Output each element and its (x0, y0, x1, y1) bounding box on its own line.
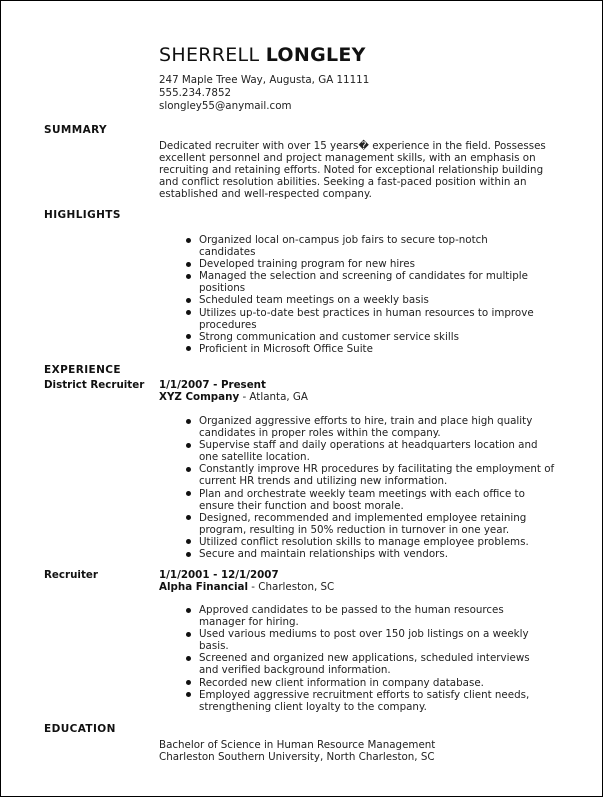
list-item: Constantly improve HR procedures by facilitating the employment of current HR trends and utilizing new information. (186, 463, 556, 487)
job-bullets (186, 604, 551, 713)
list-item: Scheduled team meetings on a weekly basis (186, 294, 536, 306)
highlights-heading: HIGHLIGHTS (44, 209, 121, 221)
experience-heading: EXPERIENCE (44, 364, 121, 376)
education-heading: EDUCATION (44, 723, 116, 735)
summary-line: excellent personnel and project management skills, with an emphasis on (159, 152, 536, 165)
list-item: Strong communication and customer service skills (186, 331, 536, 343)
list-item: Utilizes up-to-date best practices in human resources to improve procedures (186, 307, 536, 331)
list-item: Supervise staff and daily operations at headquarters location and one satellite location. (186, 439, 556, 463)
list-item: Secure and maintain relationships with vendors. (186, 548, 556, 560)
job-company: Alpha Financial - Charleston, SC (159, 581, 335, 593)
summary-line: and conflict resolution abilities. Seeking a fast-paced position within an (159, 176, 527, 189)
address: 247 Maple Tree Way, Augusta, GA 11111 (159, 74, 370, 86)
list-item: Employed aggressive recruitment efforts to satisfy client needs, strengthening client loyalty to the company. (186, 689, 551, 713)
list-item: Designed, recommended and implemented employee retaining program, resulting in 50% reduction in turnover in one year. (186, 512, 556, 536)
list-item: Organized aggressive efforts to hire, train and place high quality candidates in proper roles within the company. (186, 415, 556, 439)
email: slongley55@anymail.com (159, 100, 292, 112)
list-item: Utilized conflict resolution skills to manage employee problems. (186, 536, 556, 548)
summary-heading: SUMMARY (44, 124, 108, 136)
job-title: Recruiter (44, 569, 98, 581)
list-item: Plan and orchestrate weekly team meetings with each office to ensure their function and boost morale. (186, 488, 556, 512)
job-dates: 1/1/2007 - Present (159, 379, 266, 391)
summary-text (159, 140, 559, 200)
list-item: Managed the selection and screening of candidates for multiple positions (186, 270, 536, 294)
education-text (159, 739, 559, 763)
summary-line: recruiting and retaining efforts. Noted for exceptional relationship building (159, 164, 544, 177)
job-dates: 1/1/2001 - 12/1/2007 (159, 569, 279, 581)
list-item: Developed training program for new hires (186, 258, 536, 270)
degree: Bachelor of Science in Human Resource Management (159, 739, 436, 751)
list-item: Used various mediums to post over 150 job listings on a weekly basis. (186, 628, 551, 652)
job-title: District Recruiter (44, 379, 145, 391)
phone: 555.234.7852 (159, 87, 232, 99)
list-item: Organized local on-campus job fairs to secure top-notch candidates (186, 234, 536, 258)
highlights-list (186, 234, 536, 355)
job-bullets (186, 415, 556, 560)
job-company: XYZ Company - Atlanta, GA (159, 391, 308, 403)
summary-line: established and well-respected company. (159, 188, 372, 201)
school: Charleston Southern University, North Charleston, SC (159, 751, 435, 764)
list-item: Approved candidates to be passed to the human resources manager for hiring. (186, 604, 551, 628)
list-item: Screened and organized new applications, scheduled interviews and verified background information. (186, 652, 551, 676)
candidate-name: SHERRELL LONGLEY (159, 44, 366, 66)
list-item: Recorded new client information in company database. (186, 677, 551, 689)
summary-line: Dedicated recruiter with over 15 years� experience in the field. Possesses (159, 140, 546, 152)
list-item: Proficient in Microsoft Office Suite (186, 343, 536, 355)
